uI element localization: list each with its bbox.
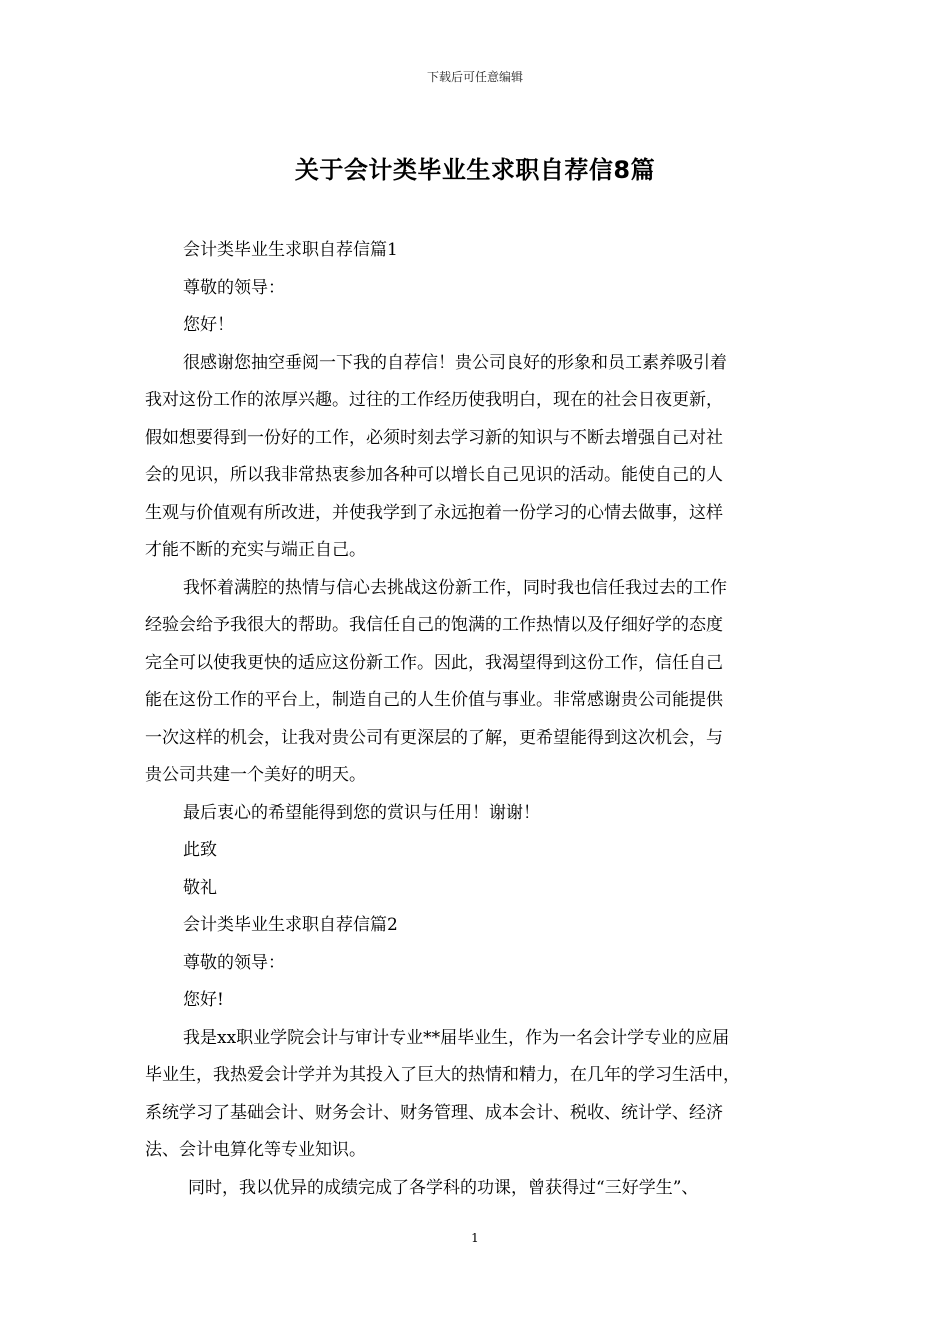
section-heading: 会计类毕业生求职自荐信篇2 [183, 915, 398, 935]
salutation: 尊敬的领导： [183, 952, 285, 973]
paragraph-line: 很感谢您抽空垂阅一下我的自荐信！贵公司良好的形象和员工素养吸引着 [183, 352, 727, 373]
paragraph-line: 同时，我以优异的成绩完成了各学科的功课，曾获得过“三好学生”、 [188, 1177, 699, 1198]
paragraph-line: 生观与价值观有所改进，并使我学到了永远抱着一份学习的心情去做事，这样 [145, 502, 723, 523]
paragraph-line: 贵公司共建一个美好的明天。 [145, 765, 366, 785]
paragraph-line: 经验会给予我很大的帮助。我信任自己的饱满的工作热情以及仔细好学的态度 [145, 615, 723, 635]
page-number: 1 [471, 1231, 479, 1245]
paragraph-line: 法、会计电算化等专业知识。 [145, 1140, 366, 1160]
paragraph-line: 完全可以使我更快的适应这份新工作。因此，我渴望得到这份工作，信任自己 [145, 652, 723, 673]
header-note: 下载后可任意编辑 [426, 70, 523, 84]
greeting: 您好！ [183, 315, 234, 335]
paragraph-line: 一次这样的机会，让我对贵公司有更深层的了解，更希望能得到这次机会，与 [145, 727, 723, 748]
document-title: 关于会计类毕业生求职自荐信8篇 [294, 156, 656, 184]
salutation: 尊敬的领导： [183, 277, 285, 298]
paragraph-line: 能在这份工作的平台上，制造自己的人生价值与事业。非常感谢贵公司能提供 [145, 690, 723, 710]
paragraph-line: 系统学习了基础会计、财务会计、财务管理、成本会计、税收、统计学、经济 [145, 1102, 723, 1123]
paragraph-line: 我怀着满腔的热情与信心去挑战这份新工作，同时我也信任我过去的工作 [183, 577, 727, 598]
document-body [145, 232, 805, 1207]
paragraph-line: 假如想要得到一份好的工作，必须时刻去学习新的知识与不断去增强自己对社 [145, 427, 723, 448]
closing-line: 此致 [183, 840, 217, 860]
paragraph-line: 毕业生，我热爱会计学并为其投入了巨大的热情和精力，在几年的学习生活中， [145, 1065, 740, 1085]
closing-line: 敬礼 [183, 877, 217, 898]
paragraph-line: 我对这份工作的浓厚兴趣。过往的工作经历使我明白，现在的社会日夜更新， [145, 390, 723, 410]
paragraph-line: 我是xx职业学院会计与审计专业**届毕业生，作为一名会计学专业的应届 [183, 1027, 730, 1048]
paragraph-line: 才能不断的充实与端正自己。 [145, 540, 366, 560]
paragraph-line: 会的见识，所以我非常热衷参加各种可以增长自己见识的活动。能使自己的人 [145, 465, 723, 485]
greeting: 您好! [183, 990, 224, 1010]
paragraph-line: 最后衷心的希望能得到您的赏识与任用！谢谢！ [183, 802, 540, 823]
section-heading: 会计类毕业生求职自荐信篇1 [183, 240, 398, 260]
